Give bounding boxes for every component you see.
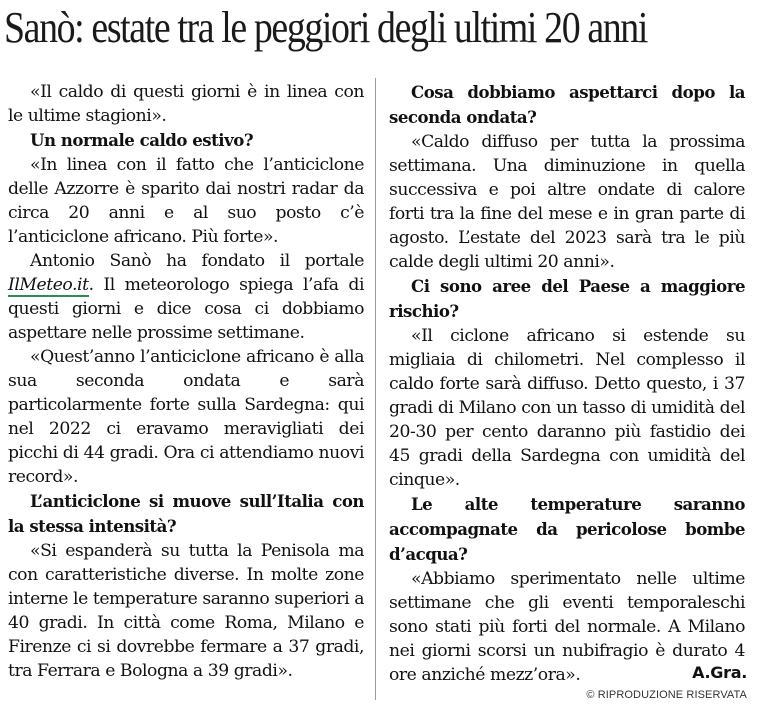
body-text: Antonio Sanò ha fondato il portale <box>30 251 364 271</box>
question-heading <box>8 489 364 539</box>
column-divider <box>375 78 376 700</box>
question-heading <box>389 274 745 324</box>
answer-paragraph: «In linea con il fatto che l’anticiclone delle Azzorre è sparito dai nostri radar da circa 20 anni e al suo posto c’è l’anticiclone africano. Più forte». <box>8 155 364 247</box>
author-signature: A.Gra. <box>692 663 747 682</box>
answer-paragraph: «Il caldo di questi giorni è in linea con le ultime stagioni». <box>8 82 364 126</box>
question-text: Le alte temperature saranno accompagnate da pericolose bombe d’acqua? <box>389 494 745 564</box>
ilmeteo-link[interactable]: IlMeteo.it <box>8 275 89 295</box>
article-headline: Sanò: estate tra le peggiori degli ultimi 20 anni <box>4 3 647 52</box>
answer-paragraph: «Il ciclone africano si estende su migliaia di chilometri. Nel complesso il caldo forte sarà diffuso. Detto questo, i 37 gradi di Milano con un tasso di umidità del 20-30 per cento daranno più fastidio dei 45 gradi della Sardegna con umidità del cinque». <box>389 326 745 490</box>
answer-paragraph: «Abbiamo sperimentato nelle ultime settimane che gli eventi temporaleschi sono stati più forti del normale. A Milano nei giorni scorsi un nubifragio è durato 4 ore anziché mezz’ora». <box>389 569 745 685</box>
answer-paragraph: «Caldo diffuso per tutta la prossima settimana. Una diminuzione in quella successiva e poi altre ondate di calore forti tra la fine del mese e in gran parte di agosto. L’estate del 2023 sarà tra le più calde degli ultimi 20 anni». <box>389 132 745 272</box>
question-text: Un normale caldo estivo? <box>30 130 254 150</box>
article-column-left <box>8 80 364 683</box>
body-text: . Il meteorologo spiega l’afa di questi giorni e dice cosa ci dobbiamo aspettare nelle prossime settimane. <box>8 275 364 343</box>
question-heading <box>8 128 364 153</box>
answer-paragraph: «Si espanderà su tutta la Penisola ma con caratteristiche diverse. In molte zone interne le temperature saranno superiori a 40 gradi. In città come Roma, Milano e Firenze ci si dovrebbe fermare a 37 gradi, tra Ferrara e Bologna a 39 gradi». <box>8 541 364 681</box>
question-text: L’anticiclone si muove sull’Italia con la stessa intensità? <box>8 491 364 536</box>
question-heading <box>389 492 745 567</box>
question-text: Cosa dobbiamo aspettarci dopo la seconda ondata? <box>389 82 745 127</box>
question-heading <box>389 80 745 130</box>
question-text: Ci sono aree del Paese a maggiore rischio? <box>389 276 745 321</box>
body-paragraph <box>8 249 364 345</box>
copyright-notice: © RIPRODUZIONE RISERVATA <box>586 689 747 701</box>
answer-paragraph: «Quest’anno l’anticiclone africano è alla sua seconda ondata e sarà particolarmente forte sulla Sardegna: qui nel 2022 ci eravamo meravigliati dei picchi di 44 gradi. Ora ci attendiamo nuovi record». <box>8 347 364 487</box>
article-column-right <box>389 80 745 687</box>
